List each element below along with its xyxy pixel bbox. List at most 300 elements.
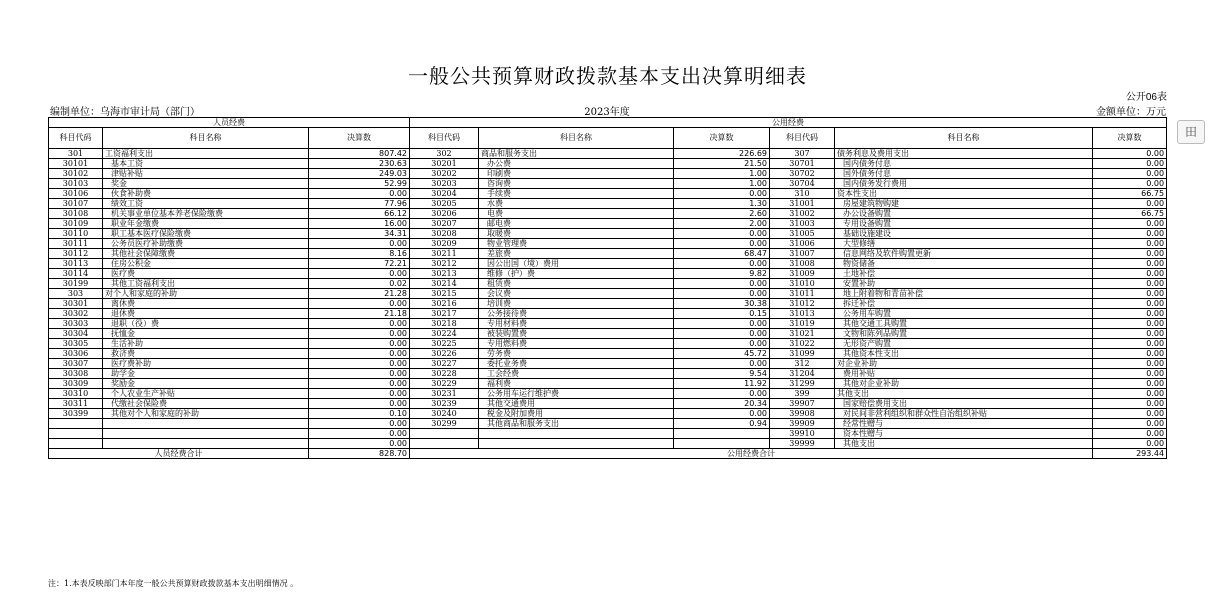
personnel-subject-name: 工资福利支出	[103, 149, 309, 159]
goods-services-subject-code: 30218	[410, 319, 479, 329]
personnel-subject-name: 奖励金	[103, 379, 309, 389]
goods-services-subject-code: 30209	[410, 239, 479, 249]
personnel-amount: 77.96	[309, 199, 410, 209]
goods-services-subject-code: 302	[410, 149, 479, 159]
public-other-subject-name: 信息网络及软件购置更新	[835, 249, 1093, 259]
public-other-subject-code: 31012	[770, 299, 835, 309]
public-other-subject-name: 办公设备购置	[835, 209, 1093, 219]
personnel-subject-name	[103, 419, 309, 429]
public-other-amount: 0.00	[1093, 409, 1167, 419]
public-other-subject-code: 31008	[770, 259, 835, 269]
personnel-amount: 21.18	[309, 309, 410, 319]
public-other-subject-code: 399	[770, 389, 835, 399]
public-other-subject-name: 物资储备	[835, 259, 1093, 269]
goods-services-subject-code: 30212	[410, 259, 479, 269]
public-other-amount: 0.00	[1093, 419, 1167, 429]
table-row	[49, 399, 1167, 409]
public-other-amount: 0.00	[1093, 349, 1167, 359]
public-other-amount: 0.00	[1093, 359, 1167, 369]
personnel-subject-code: 30399	[49, 409, 103, 419]
goods-services-subject-code: 30206	[410, 209, 479, 219]
personnel-amount: 0.00	[309, 419, 410, 429]
goods-services-subject-code: 30229	[410, 379, 479, 389]
personnel-subject-name: 公务员医疗补助缴费	[103, 239, 309, 249]
table-row	[49, 249, 1167, 259]
goods-services-subject-code: 30208	[410, 229, 479, 239]
public-other-subject-name: 经常性赠与	[835, 419, 1093, 429]
personnel-subject-name: 退职（役）费	[103, 319, 309, 329]
goods-services-subject-name: 会议费	[479, 289, 674, 299]
personnel-subject-name: 离休费	[103, 299, 309, 309]
public-other-subject-code: 39909	[770, 419, 835, 429]
public-other-subject-code: 31204	[770, 369, 835, 379]
personnel-section-header: 人员经费	[49, 118, 410, 128]
public-other-subject-code: 31001	[770, 199, 835, 209]
goods-services-amount: 0.00	[674, 279, 770, 289]
goods-services-amount: 11.92	[674, 379, 770, 389]
personnel-subject-name	[103, 439, 309, 449]
goods-services-amount: 0.94	[674, 419, 770, 429]
public-other-subject-name: 基础设施建设	[835, 229, 1093, 239]
personnel-subject-name: 机关事业单位基本养老保险缴费	[103, 209, 309, 219]
table-row	[49, 179, 1167, 189]
goods-services-subject-code: 30204	[410, 189, 479, 199]
public-other-amount: 0.00	[1093, 239, 1167, 249]
goods-services-amount: 0.00	[674, 319, 770, 329]
table-row	[49, 419, 1167, 429]
public-other-subject-code: 39908	[770, 409, 835, 419]
goods-services-amount: 1.00	[674, 169, 770, 179]
goods-services-amount: 0.00	[674, 259, 770, 269]
goods-services-subject-code: 30207	[410, 219, 479, 229]
public-other-subject-code: 39910	[770, 429, 835, 439]
personnel-amount: 0.00	[309, 379, 410, 389]
goods-services-subject-code: 30228	[410, 369, 479, 379]
goods-services-amount: 0.00	[674, 339, 770, 349]
personnel-subject-code: 30112	[49, 249, 103, 259]
public-other-subject-name: 其他对企业补助	[835, 379, 1093, 389]
goods-services-subject-code: 30213	[410, 269, 479, 279]
public-other-subject-name: 拆迁补偿	[835, 299, 1093, 309]
goods-services-subject-name: 被装购置费	[479, 329, 674, 339]
goods-services-subject-code: 30225	[410, 339, 479, 349]
public-other-amount: 0.00	[1093, 219, 1167, 229]
table-row	[49, 349, 1167, 359]
goods-services-subject-name	[479, 439, 674, 449]
table-row	[49, 389, 1167, 399]
goods-services-amount: 9.82	[674, 269, 770, 279]
personnel-subject-code: 30114	[49, 269, 103, 279]
personnel-subject-code	[49, 439, 103, 449]
goods-services-subject-name: 因公出国（境）费用	[479, 259, 674, 269]
public-other-subject-code: 39907	[770, 399, 835, 409]
table-row	[49, 369, 1167, 379]
public-other-amount: 66.75	[1093, 189, 1167, 199]
personnel-subject-name: 奖金	[103, 179, 309, 189]
public-other-subject-name: 地上附着物和青苗补偿	[835, 289, 1093, 299]
personnel-amount: 0.00	[309, 189, 410, 199]
personnel-amount: 21.28	[309, 289, 410, 299]
goods-services-subject-name: 咨询费	[479, 179, 674, 189]
public-other-subject-code: 31021	[770, 329, 835, 339]
goods-services-subject-name: 商品和服务支出	[479, 149, 674, 159]
goods-services-subject-name: 公务接待费	[479, 309, 674, 319]
personnel-subject-code: 30111	[49, 239, 103, 249]
personnel-amount: 0.00	[309, 269, 410, 279]
public-other-subject-code: 30704	[770, 179, 835, 189]
personnel-amount: 0.00	[309, 319, 410, 329]
personnel-amount: 0.10	[309, 409, 410, 419]
personnel-subject-code: 30306	[49, 349, 103, 359]
goods-services-subject-name: 福利费	[479, 379, 674, 389]
goods-services-amount: 20.34	[674, 399, 770, 409]
table-row	[49, 299, 1167, 309]
table-row	[49, 229, 1167, 239]
public-other-subject-name: 资本性赠与	[835, 429, 1093, 439]
personnel-subject-name: 其他社会保障缴费	[103, 249, 309, 259]
public-other-amount: 0.00	[1093, 199, 1167, 209]
personnel-subject-code: 30303	[49, 319, 103, 329]
footnote: 注：1.本表反映部门本年度一般公共预算财政拨款基本支出明细情况 。	[48, 579, 299, 588]
personnel-subject-code: 30101	[49, 159, 103, 169]
section-header-row	[49, 118, 1167, 128]
column-header-row	[49, 128, 1167, 149]
public-other-subject-name: 国内债务发行费用	[835, 179, 1093, 189]
personnel-subject-code: 30109	[49, 219, 103, 229]
table-row	[49, 239, 1167, 249]
public-other-subject-name: 国外债务付息	[835, 169, 1093, 179]
budget-table	[48, 117, 1167, 459]
public-other-subject-name: 国家赔偿费用支出	[835, 399, 1093, 409]
public-other-subject-code: 31010	[770, 279, 835, 289]
public-other-amount: 0.00	[1093, 299, 1167, 309]
personnel-subject-code	[49, 429, 103, 439]
public-other-subject-code: 31005	[770, 229, 835, 239]
public-other-subject-name: 其他支出	[835, 439, 1093, 449]
personnel-subject-name	[103, 429, 309, 439]
goods-services-amount: 0.00	[674, 289, 770, 299]
amount-unit: 金额单位：万元	[1096, 107, 1166, 118]
public-other-subject-code: 39999	[770, 439, 835, 449]
goods-services-subject-code: 30227	[410, 359, 479, 369]
goods-services-amount: 2.60	[674, 209, 770, 219]
personnel-subject-code: 30108	[49, 209, 103, 219]
goods-services-amount: 0.00	[674, 239, 770, 249]
compiling-unit: 编制单位：乌海市审计局（部门）	[50, 107, 200, 118]
personnel-subject-name: 医疗费	[103, 269, 309, 279]
table-row	[49, 209, 1167, 219]
col-header-amount: 决算数	[309, 128, 410, 149]
public-other-amount: 0.00	[1093, 149, 1167, 159]
personnel-amount: 72.21	[309, 259, 410, 269]
public-other-amount: 66.75	[1093, 209, 1167, 219]
personnel-amount: 0.00	[309, 359, 410, 369]
personnel-subject-name: 其他对个人和家庭的补助	[103, 409, 309, 419]
goods-services-subject-name: 邮电费	[479, 219, 674, 229]
table-row	[49, 429, 1167, 439]
goods-services-subject-code: 30217	[410, 309, 479, 319]
public-other-subject-code: 310	[770, 189, 835, 199]
goods-services-subject-code: 30201	[410, 159, 479, 169]
personnel-amount: 0.00	[309, 349, 410, 359]
goods-services-subject-code: 30226	[410, 349, 479, 359]
goods-services-subject-name: 印刷费	[479, 169, 674, 179]
personnel-subject-name: 医疗费补助	[103, 359, 309, 369]
goods-services-subject-name: 物业管理费	[479, 239, 674, 249]
personnel-subject-name: 救济费	[103, 349, 309, 359]
public-other-subject-name: 资本性支出	[835, 189, 1093, 199]
public-other-subject-code: 31299	[770, 379, 835, 389]
public-total-label: 公用经费合计	[410, 449, 1093, 459]
goods-services-subject-code: 30299	[410, 419, 479, 429]
meta-row	[48, 103, 1166, 117]
public-other-subject-name: 对企业补助	[835, 359, 1093, 369]
public-other-subject-code: 30702	[770, 169, 835, 179]
personnel-amount: 0.00	[309, 339, 410, 349]
public-other-subject-code: 31002	[770, 209, 835, 219]
col-header-name: 科目名称	[835, 128, 1093, 149]
goods-services-subject-name: 其他商品和服务支出	[479, 419, 674, 429]
goods-services-amount	[674, 429, 770, 439]
personnel-subject-name: 退休费	[103, 309, 309, 319]
public-other-subject-code: 312	[770, 359, 835, 369]
public-other-amount: 0.00	[1093, 279, 1167, 289]
personnel-amount: 0.00	[309, 429, 410, 439]
personnel-amount: 230.63	[309, 159, 410, 169]
public-other-subject-name: 公务用车购置	[835, 309, 1093, 319]
public-other-subject-code: 31009	[770, 269, 835, 279]
goods-services-amount: 0.00	[674, 189, 770, 199]
table-row	[49, 439, 1167, 449]
goods-services-amount: 0.00	[674, 359, 770, 369]
public-other-subject-name: 专用设备购置	[835, 219, 1093, 229]
goods-services-amount	[674, 439, 770, 449]
personnel-subject-code: 30304	[49, 329, 103, 339]
personnel-subject-name: 抚恤金	[103, 329, 309, 339]
personnel-amount: 0.00	[309, 329, 410, 339]
table-row	[49, 409, 1167, 419]
public-other-amount: 0.00	[1093, 169, 1167, 179]
personnel-subject-name: 代缴社会保险费	[103, 399, 309, 409]
goods-services-amount: 30.38	[674, 299, 770, 309]
personnel-subject-code: 30107	[49, 199, 103, 209]
goods-services-subject-name: 工会经费	[479, 369, 674, 379]
personnel-total-label: 人员经费合计	[49, 449, 309, 459]
goods-services-subject-name: 委托业务费	[479, 359, 674, 369]
personnel-amount: 0.00	[309, 439, 410, 449]
personnel-amount: 249.03	[309, 169, 410, 179]
goods-services-subject-name: 手续费	[479, 189, 674, 199]
goods-services-subject-name: 税金及附加费用	[479, 409, 674, 419]
personnel-subject-name: 职工基本医疗保险缴费	[103, 229, 309, 239]
personnel-amount: 807.42	[309, 149, 410, 159]
table-row	[49, 319, 1167, 329]
personnel-amount: 52.99	[309, 179, 410, 189]
table-row	[49, 159, 1167, 169]
public-other-subject-code: 31019	[770, 319, 835, 329]
public-other-amount: 0.00	[1093, 269, 1167, 279]
public-section-header: 公用经费	[410, 118, 1167, 128]
personnel-subject-code: 30199	[49, 279, 103, 289]
public-other-amount: 0.00	[1093, 379, 1167, 389]
goods-services-subject-code: 30215	[410, 289, 479, 299]
goods-services-subject-name: 其他交通费用	[479, 399, 674, 409]
table-row	[49, 309, 1167, 319]
personnel-subject-code: 30308	[49, 369, 103, 379]
table-row	[49, 329, 1167, 339]
personnel-subject-code: 30302	[49, 309, 103, 319]
goods-services-amount: 0.15	[674, 309, 770, 319]
goods-services-subject-name: 公务用车运行维护费	[479, 389, 674, 399]
goods-services-subject-name: 专用燃料费	[479, 339, 674, 349]
public-other-subject-name: 其他资本性支出	[835, 349, 1093, 359]
public-other-amount: 0.00	[1093, 389, 1167, 399]
public-other-subject-code: 31011	[770, 289, 835, 299]
goods-services-subject-name: 电费	[479, 209, 674, 219]
col-header-name: 科目名称	[103, 128, 309, 149]
personnel-subject-name: 住房公积金	[103, 259, 309, 269]
personnel-subject-code: 30102	[49, 169, 103, 179]
goods-services-subject-code: 30203	[410, 179, 479, 189]
goods-services-subject-name: 水费	[479, 199, 674, 209]
public-other-subject-name: 费用补贴	[835, 369, 1093, 379]
table-row	[49, 189, 1167, 199]
public-other-subject-name: 房屋建筑物购建	[835, 199, 1093, 209]
goods-services-amount: 45.72	[674, 349, 770, 359]
personnel-subject-code: 30309	[49, 379, 103, 389]
public-other-amount: 0.00	[1093, 429, 1167, 439]
goods-services-amount: 0.00	[674, 329, 770, 339]
personnel-subject-code: 30103	[49, 179, 103, 189]
personnel-subject-code: 30106	[49, 189, 103, 199]
goods-services-subject-code: 30239	[410, 399, 479, 409]
public-other-subject-code: 31003	[770, 219, 835, 229]
personnel-amount: 0.00	[309, 389, 410, 399]
goods-services-amount: 1.30	[674, 199, 770, 209]
personnel-subject-code: 30110	[49, 229, 103, 239]
personnel-subject-name: 个人农业生产补贴	[103, 389, 309, 399]
goods-services-amount: 1.00	[674, 179, 770, 189]
public-other-subject-name: 文物和陈列品购置	[835, 329, 1093, 339]
public-other-subject-name: 无形资产购置	[835, 339, 1093, 349]
personnel-subject-code: 303	[49, 289, 103, 299]
personnel-subject-name: 基本工资	[103, 159, 309, 169]
goods-services-amount: 0.00	[674, 409, 770, 419]
public-other-subject-name: 土地补偿	[835, 269, 1093, 279]
personnel-amount: 8.16	[309, 249, 410, 259]
table-row	[49, 259, 1167, 269]
public-other-amount: 0.00	[1093, 439, 1167, 449]
goods-services-subject-code: 30240	[410, 409, 479, 419]
personnel-amount: 0.00	[309, 299, 410, 309]
col-header-code: 科目代码	[410, 128, 479, 149]
public-other-amount: 0.00	[1093, 399, 1167, 409]
page-title: 一般公共预算财政拨款基本支出决算明细表	[408, 64, 807, 88]
public-other-subject-code: 31099	[770, 349, 835, 359]
goods-services-subject-name: 租赁费	[479, 279, 674, 289]
goods-services-subject-name: 劳务费	[479, 349, 674, 359]
table-row	[49, 219, 1167, 229]
personnel-subject-code: 30311	[49, 399, 103, 409]
table-row	[49, 339, 1167, 349]
goods-services-subject-code: 30216	[410, 299, 479, 309]
fiscal-year: 2023年度	[584, 107, 630, 118]
table-row	[49, 359, 1167, 369]
public-other-subject-code: 31007	[770, 249, 835, 259]
form-code: 公开06表	[1125, 92, 1167, 103]
goods-services-amount: 0.00	[674, 229, 770, 239]
personnel-amount: 0.00	[309, 239, 410, 249]
public-other-amount: 0.00	[1093, 249, 1167, 259]
table-row	[49, 169, 1167, 179]
goods-services-subject-code: 30205	[410, 199, 479, 209]
personnel-amount: 0.02	[309, 279, 410, 289]
goods-services-amount: 0.00	[674, 389, 770, 399]
personnel-subject-code: 30113	[49, 259, 103, 269]
goods-services-amount: 68.47	[674, 249, 770, 259]
table-row	[49, 149, 1167, 159]
public-other-subject-name: 其他交通工具购置	[835, 319, 1093, 329]
goods-services-subject-code: 30214	[410, 279, 479, 289]
personnel-subject-name: 绩效工资	[103, 199, 309, 209]
public-other-subject-code: 307	[770, 149, 835, 159]
goods-services-subject-code: 30211	[410, 249, 479, 259]
personnel-subject-name: 生活补助	[103, 339, 309, 349]
public-other-subject-code: 30701	[770, 159, 835, 169]
public-other-amount: 0.00	[1093, 339, 1167, 349]
table-row	[49, 279, 1167, 289]
public-other-subject-code: 31022	[770, 339, 835, 349]
public-other-amount: 0.00	[1093, 289, 1167, 299]
public-other-amount: 0.00	[1093, 369, 1167, 379]
goods-services-subject-name: 差旅费	[479, 249, 674, 259]
personnel-subject-code	[49, 419, 103, 429]
personnel-subject-name: 对个人和家庭的补助	[103, 289, 309, 299]
personnel-subject-name: 伙食补助费	[103, 189, 309, 199]
public-total-amount: 293.44	[1093, 449, 1167, 459]
goods-services-subject-code: 30231	[410, 389, 479, 399]
public-other-amount: 0.00	[1093, 309, 1167, 319]
table-icon[interactable]: 田	[1177, 120, 1205, 144]
table-row	[49, 199, 1167, 209]
col-header-name: 科目名称	[479, 128, 674, 149]
personnel-subject-code: 30307	[49, 359, 103, 369]
public-other-amount: 0.00	[1093, 319, 1167, 329]
goods-services-subject-name: 培训费	[479, 299, 674, 309]
personnel-amount: 34.31	[309, 229, 410, 239]
table-row	[49, 269, 1167, 279]
public-other-subject-name: 对民间非营利组织和群众性自治组织补贴	[835, 409, 1093, 419]
table-row	[49, 289, 1167, 299]
personnel-subject-code: 301	[49, 149, 103, 159]
goods-services-subject-name: 取暖费	[479, 229, 674, 239]
col-header-amount: 决算数	[1093, 128, 1167, 149]
public-other-subject-name: 国内债务付息	[835, 159, 1093, 169]
goods-services-subject-code: 30202	[410, 169, 479, 179]
personnel-total-amount: 828.70	[309, 449, 410, 459]
personnel-subject-code: 30305	[49, 339, 103, 349]
public-other-amount: 0.00	[1093, 159, 1167, 169]
goods-services-subject-code: 30224	[410, 329, 479, 339]
personnel-subject-name: 其他工资福利支出	[103, 279, 309, 289]
public-other-amount: 0.00	[1093, 179, 1167, 189]
public-other-subject-name: 大型修缮	[835, 239, 1093, 249]
personnel-amount: 0.00	[309, 399, 410, 409]
goods-services-amount: 226.69	[674, 149, 770, 159]
goods-services-subject-name	[479, 429, 674, 439]
public-other-subject-name: 其他支出	[835, 389, 1093, 399]
public-other-amount: 0.00	[1093, 229, 1167, 239]
